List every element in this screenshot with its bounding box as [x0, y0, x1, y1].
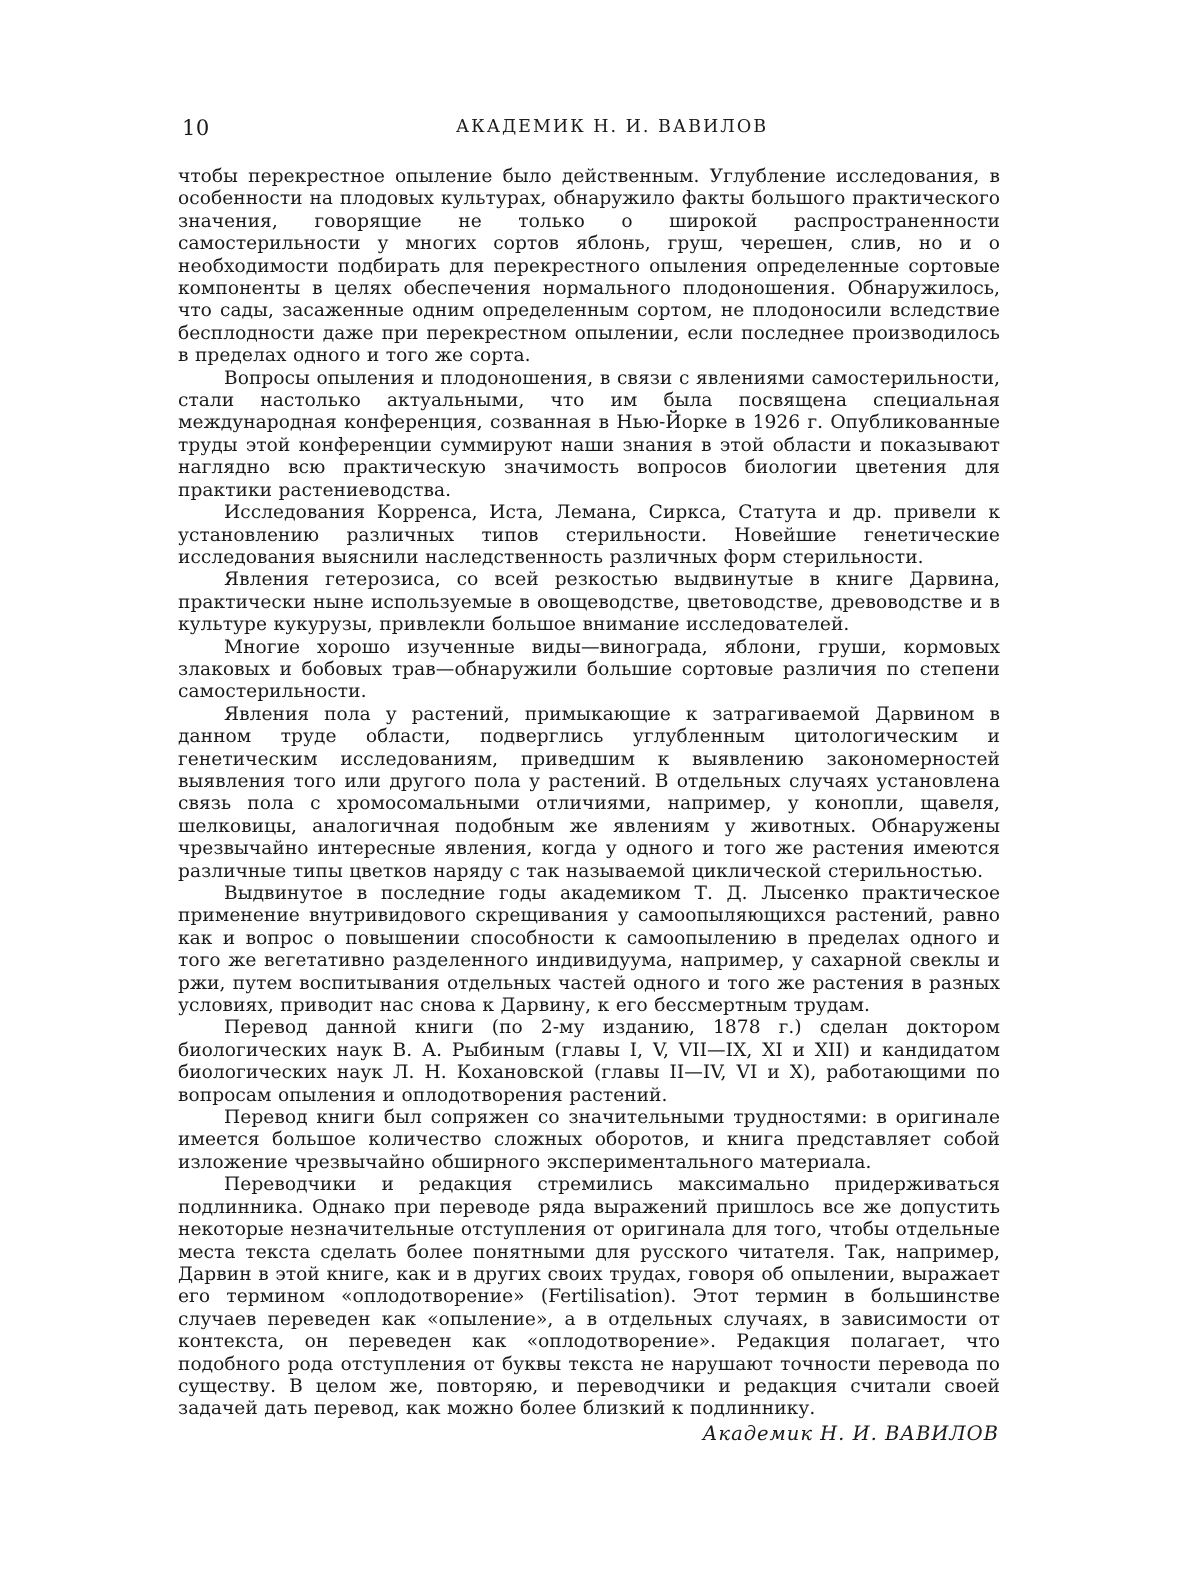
paragraph-3: Исследования Корренса, Иста, Лемана, Сиркса, Статута и др. привели к установлению различных типов стерильности. Новейшие генетические исследования выяснили наследственность различных форм стерильности.	[178, 502, 1000, 568]
paragraph-4: Явления гетерозиса, со всей резкостью выдвинутые в книге Дарвина, практически ныне используемые в овощеводстве, цветоводстве, древоводстве и в культуре кукурузы, привлекли большое внимание исследователей.	[178, 569, 1000, 636]
paragraph-6: Явления пола у растений, примыкающие к затрагиваемой Дарвином в данном труде области, подверглись углубленным цитологическим и генетическим исследованиям, приведшим к выявлению закономерностей выявления того или другого пола у растений. В отдельных случаях установлена связь пола с хромосомальными отличиями, например, у конопли, щавеля, шелковицы, аналогичная подобным же явлениям у животных. Обнаружены чрезвычайно интересные явления, когда у одного и того же растения имеются различные типы цветков наряду с так называемой циклической стерильностью.	[178, 703, 1000, 882]
paragraph-7: Выдвинутое в последние годы академиком Т. Д. Лысенко практическое применение внутривидового скрещивания у самоопыляющихся растений, равно как и вопрос о повышении способности к самоопылению в пределах одного и того же вегетативно разделенного индивидуума, например, у сахарной свеклы и ржи, путем воспитывания отдельных частей одного и того же растения в разных условиях, приводит нас снова к Дарвину, к его бессмертным трудам.	[178, 883, 1000, 1017]
paragraph-5: Многие хорошо изученные виды—винограда, яблони, груши, кормовых злаковых и бобовых трав—обнаружили большие сортовые различия по степени самостерильности.	[178, 636, 1000, 703]
paragraph-2: Вопросы опыления и плодоношения, в связи с явлениями самостерильности, стали настолько актуальными, что им была посвящена специальная международная конференция, созванная в Нью-Йорке в 1926 г. Опубликованные труды этой конференции суммируют наши знания в этой области и показывают наглядно всю практическую значимость вопросов биологии цветения для практики растениеводства.	[178, 367, 1000, 501]
running-title: АКАДЕМИК Н. И. ВАВИЛОВ	[455, 117, 769, 137]
paragraph-10: Переводчики и редакция стремились максимально придерживаться подлинника. Однако при переводе ряда выражений пришлось все же допустить некоторые незначительные отступления от оригинала для того, чтобы отдельные места текста сделать более понятными для русского читателя. Так, например, Дарвин в этой книге, как и в других своих трудах, говоря об опылении, выражает его термином «оплодотворение» (Fertilisation). Этот термин в большинстве случаев переведен как «опыление», а в отдельных случаях, в зависимости от контекста, он переведен как «оплодотворение». Редакция полагает, что подобного рода отступления от буквы текста не нарушают точности перевода по существу. В целом же, повторяю, и переводчики и редакция считали своей задачей дать перевод, как можно более близкий к подлиннику.	[178, 1174, 1000, 1420]
author-signature: Академик Н. И. ВАВИЛОВ	[702, 1422, 999, 1445]
paragraph-9: Перевод книги был сопряжен со значительными трудностями: в оригинале имеется большое количество сложных оборотов, и книга представляет собой изложение чрезвычайно обширного экспериментального материала.	[178, 1107, 1000, 1173]
paragraph-8: Перевод данной книги (по 2-му изданию, 1878 г.) сделан доктором биологических наук В. А. Рыбиным (главы I, V, VII—IX, XI и XII) и кандидатом биологических наук Л. Н. Кохановской (главы II—IV, VI и X), работающими по вопросам опыления и оплодотворения растений.	[178, 1017, 1000, 1106]
body-text	[178, 166, 1000, 1421]
paragraph-1: чтобы перекрестное опыление было действенным. Углубление исследования, в особенности на плодовых культурах, обнаружило факты большого практического значения, говорящие не только о широкой распространенности самостерильности у многих сортов яблонь, груш, черешен, слив, но и о необходимости подбирать для перекрестного опыления определенные сортовые компоненты в целях обеспечения нормального плодоношения. Обнаружилось, что сады, засаженные одним определенным сортом, не плодоносили вследствие бесплодности даже при перекрестном опылении, если последнее производилось в пределах одного и того же сорта.	[178, 166, 1000, 367]
running-head	[182, 116, 1002, 146]
page-number: 10	[182, 116, 210, 140]
